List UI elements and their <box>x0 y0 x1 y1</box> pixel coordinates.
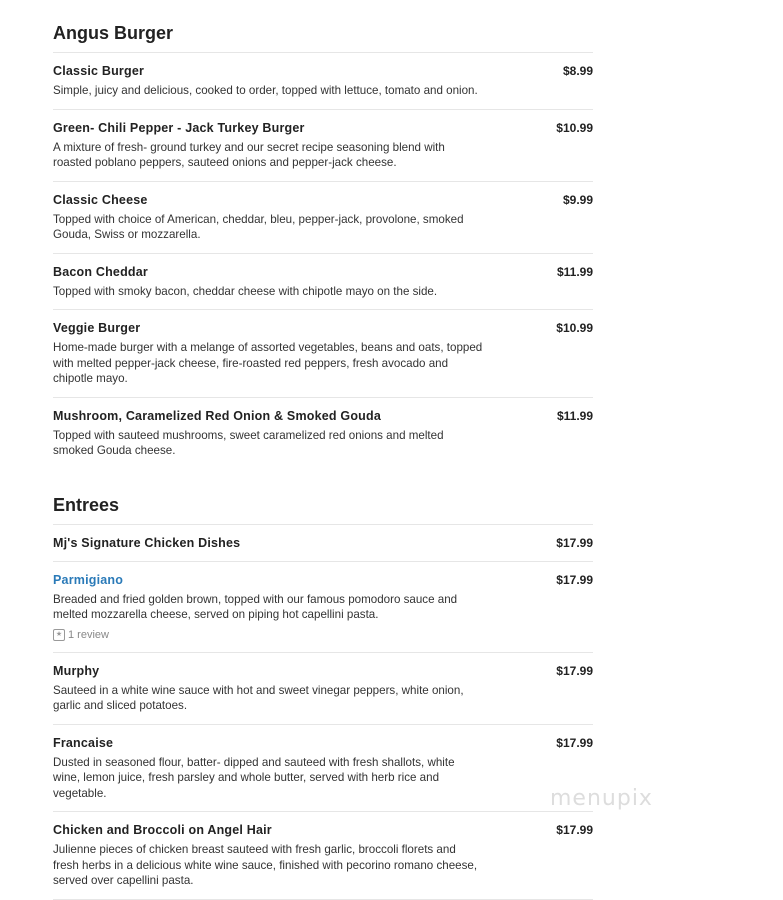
menu-item-murphy <box>53 653 593 725</box>
section-title-entrees: Entrees <box>53 494 120 515</box>
menu-item-veggie-burger <box>53 310 593 398</box>
item-name: Veggie Burger <box>53 321 141 335</box>
item-name: Classic Burger <box>53 64 145 78</box>
item-description: Home-made burger with a melange of assorted vegetables, beans and oats, topped with melted pepper-jack cheese, fire-roasted red peppers, fresh avocado and chipotle mayo. <box>53 341 483 385</box>
menu-item-parmigiano <box>53 562 593 653</box>
item-name: Classic Cheese <box>53 192 148 207</box>
item-description: Topped with choice of American, cheddar, bleu, pepper-jack, provolone, smoked Gouda, Swiss or mozzarella. <box>53 212 464 241</box>
menu-item-chicken-broccoli <box>53 812 593 900</box>
item-name: Murphy <box>53 663 100 678</box>
menu-item-turkey-burger <box>53 110 593 182</box>
item-description: Topped with smoky bacon, cheddar cheese with chipotle mayo on the side. <box>53 284 438 298</box>
item-price: $8.99 <box>562 64 593 78</box>
item-name: Green- Chili Pepper - Jack Turkey Burger <box>53 120 305 135</box>
item-name: Francaise <box>53 735 114 750</box>
item-price: $10.99 <box>556 321 593 335</box>
review-count: 1 review <box>68 628 109 641</box>
item-price: $17.99 <box>556 572 593 587</box>
item-price: $17.99 <box>556 735 593 750</box>
item-price: $11.99 <box>556 408 593 423</box>
item-price: $17.99 <box>556 663 593 678</box>
item-name: Mushroom, Caramelized Red Onion & Smoked Gouda <box>53 408 381 423</box>
menu-item-classic-burger <box>53 53 593 110</box>
item-name-link[interactable]: Parmigiano <box>53 572 124 587</box>
item-price: $17.99 <box>556 823 593 837</box>
item-description: Dusted in seasoned flour, batter- dipped and sauteed with fresh shallots, white wine, lemon juice, fresh parsley and whole butter, served with herb rice and vegetable. <box>53 755 455 800</box>
item-description: Topped with sauteed mushrooms, sweet caramelized red onions and melted smoked Gouda cheese. <box>53 428 444 457</box>
item-price: $11.99 <box>556 264 593 279</box>
menu-item-bacon-cheddar <box>53 254 593 311</box>
item-description: Sauteed in a white wine sauce with hot and sweet vinegar peppers, white onion, garlic and sliced potatoes. <box>53 683 464 712</box>
item-price: $9.99 <box>562 192 593 207</box>
item-description: Simple, juicy and delicious, cooked to order, topped with lettuce, tomato and onion. <box>53 84 478 97</box>
menu-item-francaise <box>53 725 593 813</box>
menu-item-mushroom-gouda <box>53 398 593 469</box>
menu <box>53 0 593 900</box>
item-name: Chicken and Broccoli on Angel Hair <box>53 823 272 837</box>
item-price: $10.99 <box>556 120 593 135</box>
menu-item-classic-cheese <box>53 182 593 254</box>
watermark-logo: menupix <box>550 786 653 811</box>
menu-item-signature-chicken <box>53 525 593 562</box>
section-title-angus-burger: Angus Burger <box>53 23 174 43</box>
review-icon: ★ <box>53 629 65 641</box>
item-description: A mixture of fresh- ground turkey and our secret recipe seasoning blend with roasted poblano peppers, sauteed onions and pepper-jack cheese. <box>53 140 445 169</box>
item-price: $17.99 <box>556 535 593 550</box>
item-description: Breaded and fried golden brown, topped with our famous pomodoro sauce and melted mozzarella cheese, served on piping hot capellini pasta. <box>53 592 458 621</box>
item-name: Mj's Signature Chicken Dishes <box>53 535 241 550</box>
item-name: Bacon Cheddar <box>53 264 148 279</box>
review-link[interactable] <box>53 628 593 642</box>
item-description: Julienne pieces of chicken breast sauteed with fresh garlic, broccoli florets and fresh herbs in a delicious white wine sauce, finished with pecorino romano cheese, served over capellini pasta. <box>53 843 478 887</box>
